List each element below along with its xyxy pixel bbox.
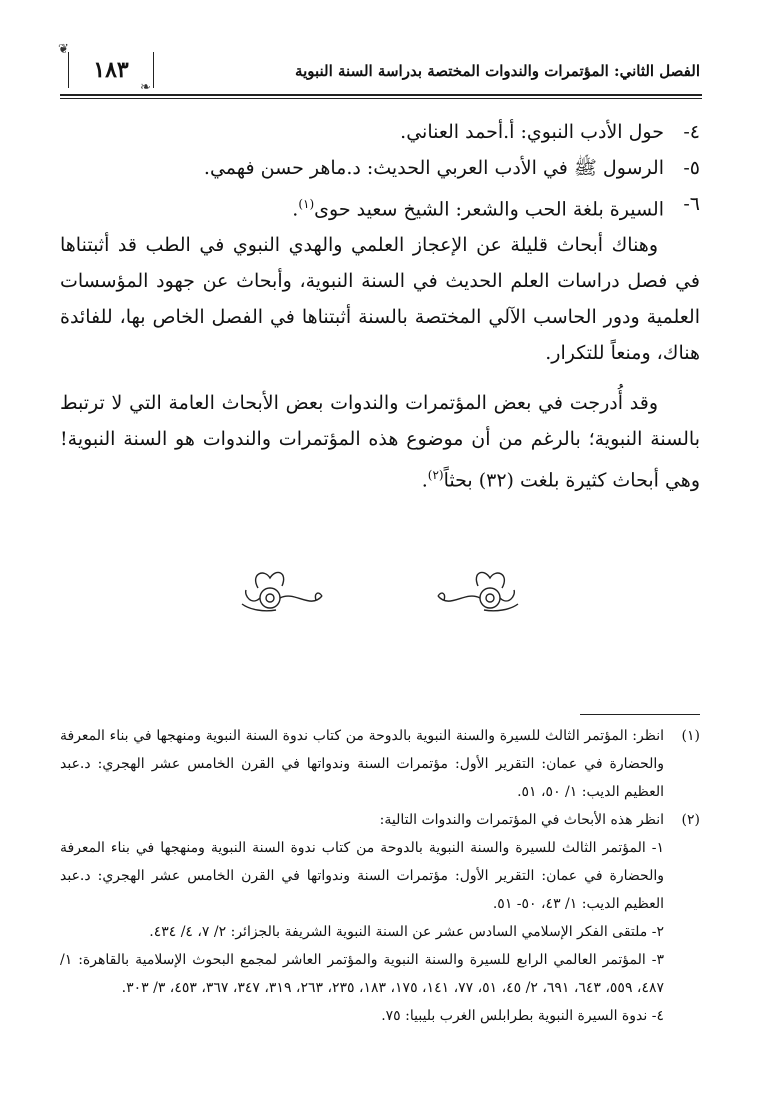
list-item [60,114,700,150]
chapter-title: الفصل الثاني: المؤتمرات والندوات المختصة بدراسة السنة النبوية [295,62,700,80]
footnote-number: (١) [681,728,700,744]
list-text: الرسول ﷺ في الأدب العربي الحديث: د.ماهر حسن فهمي. [203,157,664,179]
corner-ornament-icon: ❧ [140,80,151,95]
list-text: حول الأدب النبوي: أ.أحمد العناني. [400,121,664,143]
footnote-subitem: ٣- المؤتمر العالمي الرابع للسيرة والسنة النبوية والمؤتمر العاشر لمجمع البحوث الإسلامية بالقاهرة: ١/ ٤٨٧، ٥٥٩، ٦٤٣، ٦٩١، ٢/ ٤٥، ٥١، ٧٧، ١٤١، ١٧٥، ١٨٣، ٢٣٥، ٢٦٣، ٣١٩، ٣٤٧، ٣٦٧، ٤٥٣، ٣/ ٣٠٣. [60,952,664,996]
list-text-main: السيرة بلغة الحب والشعر: الشيخ سعيد حوى [314,198,664,221]
list-number: ٤- [683,121,700,143]
list-number: ٥- [683,157,700,179]
footnote-subitem: ٤- ندوة السيرة النبوية بطرابلس الغرب بليبيا: ٧٥. [381,1008,664,1024]
page-number: ١٨٣ [93,57,129,83]
paragraph [60,385,700,498]
list-item [60,150,700,186]
footnotes [60,722,700,1030]
footnote-body [60,806,664,1030]
main-text [60,114,700,499]
footnote-subitem: ٢- ملتقى الفكر الإسلامي السادس عشر عن السنة النبوية الشريفة بالجزائر: ٢/ ٧، ٤/ ٤٣٤. [149,924,664,940]
footnote-text: انظر: المؤتمر الثالث للسيرة والسنة النبوية بالدوحة من كتاب ندوة السنة النبوية ومنهجها في بناء المعرفة والحضارة في عمان: التقرير الأول: مؤتمرات السنة وندواتها في القرن الخامس عشر الهجري: د.عبد العظيم الديب: ١/ ٥٠، ٥١. [60,728,664,800]
footnote-subitem: ١- المؤتمر الثالث للسيرة والسنة النبوية بالدوحة من كتاب ندوة السنة النبوية ومنهجها في بناء المعرفة والحضارة في عمان: التقرير الأول: مؤتمرات السنة وندواتها في القرن الخامس عشر الهجري: د.عبد العظيم الديب: ١/ ٤٣، ٥٠- ٥١. [60,840,664,912]
list-text-end: . [292,198,299,221]
footnote-sublist [60,834,664,1030]
paragraph: وهناك أبحاث قليلة عن الإعجاز العلمي والهدي النبوي في الطب قد أثبتناها في فصل دراسات العلم الحديث في السنة النبوية، وأبحاث عن جهود المؤسسات العلمية ودور الحاسب الآلي المختصة بالسنة أثبتناها في الفصل الخاص بها، للفائدة هناك، ومنعاً للتكرار. [60,234,700,365]
paragraph-end: . [421,469,428,492]
list-number: ٦- [683,193,700,215]
corner-ornament-icon: ❦ [58,42,69,57]
footnote-number: (٢) [681,812,700,828]
footnote [60,722,700,806]
footnote-ref: (١) [298,197,315,211]
list-text [292,186,664,227]
paragraph-text: وقد أُدرجت في بعض المؤتمرات والندوات بعض الأبحاث العامة التي لا ترتبط بالسنة النبوية؛ بالرغم من أن موضوع هذه المؤتمرات والندوات هو السنة النبوية! وهي أبحاث كثيرة بلغت (٣٢) بحثاً [60,392,700,492]
footnote-ref: (٢) [427,468,444,483]
header-rule [60,94,702,96]
section-divider-ornament-icon [230,560,530,620]
running-header [58,42,700,95]
header-rule [60,98,702,99]
footnote-text: انظر هذه الأبحاث في المؤتمرات والندوات التالية: [379,812,664,828]
footnote-rule [580,714,700,715]
list-item [60,186,700,227]
footnote [60,806,700,1030]
